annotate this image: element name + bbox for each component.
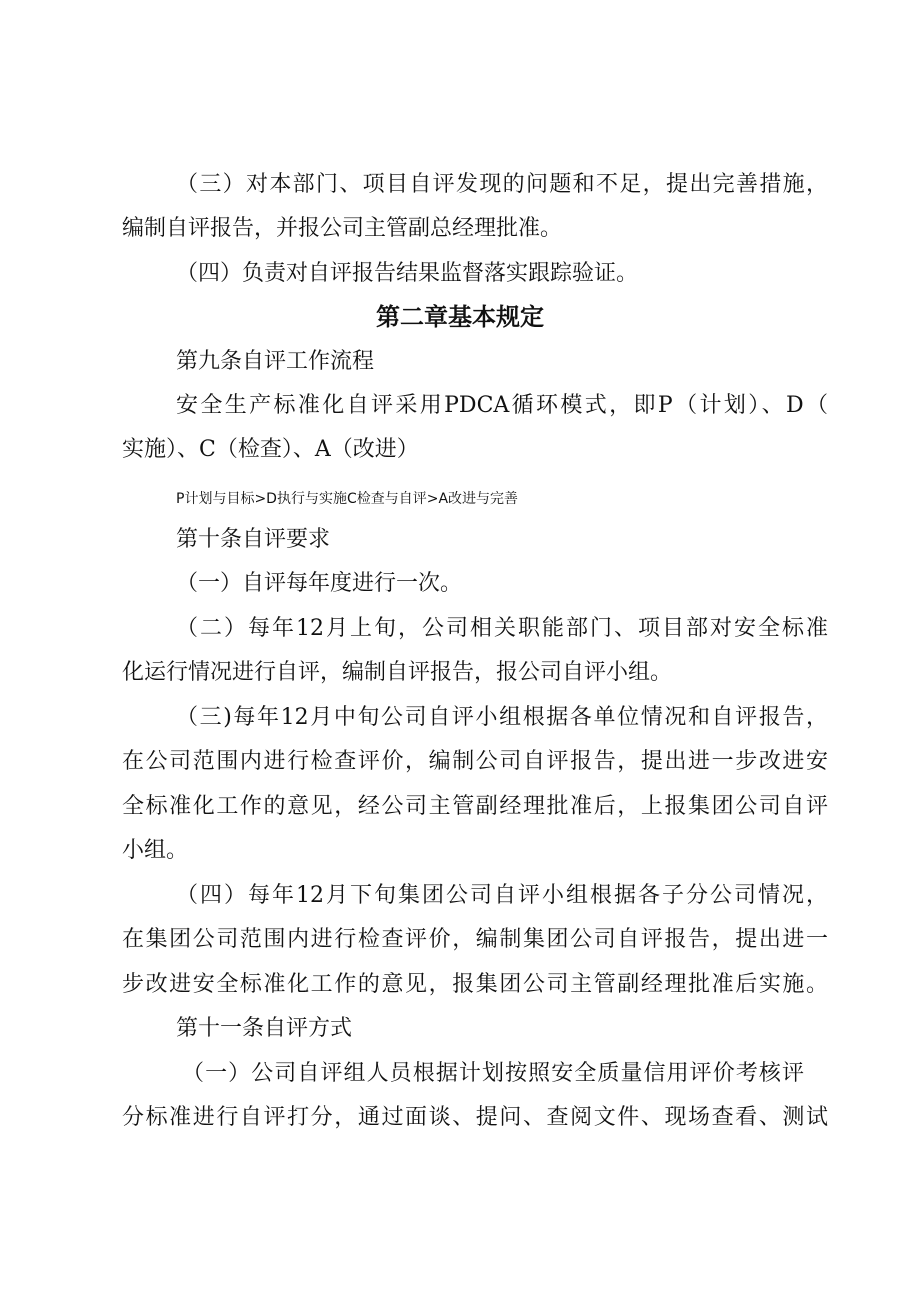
paragraph-line: 实施）、C（检查）、A（改进） <box>122 437 419 462</box>
paragraph-line: （三)每年12月中旬公司自评小组根据各单位情况和自评报告， <box>176 705 828 730</box>
paragraph-line: 安全生产标准化自评采用PDCA循环模式，即P（计划）、D（ <box>176 393 828 418</box>
paragraph-line: 编制自评报告，并报公司主管副总经理批准。 <box>122 216 563 241</box>
paragraph-line: （一）公司自评组人员根据计划按照安全质量信用评价考核评 <box>182 1061 804 1086</box>
chapter-title: 第二章基本规定 <box>376 303 544 331</box>
pdca-flow-text: P计划与目标>D执行与实施C检查与自评>A改进与完善 <box>176 491 519 507</box>
article-heading: 第十条自评要求 <box>176 527 331 552</box>
paragraph-line: 化运行情况进行自评，编制自评报告，报公司自评小组。 <box>122 660 673 685</box>
paragraph-line: （四）每年12月下旬集团公司自评小组根据各子分公司情况， <box>176 883 828 908</box>
paragraph-line: （四）负责对自评报告结果监督落实跟踪验证。 <box>176 261 639 286</box>
paragraph-line: （一）自评每年度进行一次。 <box>176 571 463 596</box>
paragraph-line: 全标准化工作的意见，经公司主管副经理批准后，上报集团公司自评 <box>122 794 828 819</box>
paragraph-line: （三）对本部门、项目自评发现的问题和不足，提出完善措施， <box>176 172 828 197</box>
paragraph-line: 在集团公司范围内进行检查评价，编制集团公司自评报告，提出进一 <box>122 927 828 952</box>
paragraph-line: （二）每年12月上旬，公司相关职能部门、项目部对安全标准 <box>176 616 828 641</box>
paragraph-line: 分标准进行自评打分，通过面谈、提问、查阅文件、现场查看、测试 <box>122 1105 828 1130</box>
paragraph-line: 在公司范围内进行检查评价，编制公司自评报告，提出进一步改进安 <box>122 749 828 774</box>
paragraph-line: 小组。 <box>122 838 189 863</box>
article-heading: 第十一条自评方式 <box>176 1016 353 1041</box>
article-heading: 第九条自评工作流程 <box>176 349 375 374</box>
paragraph-line: 步改进安全标准化工作的意见，报集团公司主管副经理批准后实施。 <box>122 972 828 997</box>
